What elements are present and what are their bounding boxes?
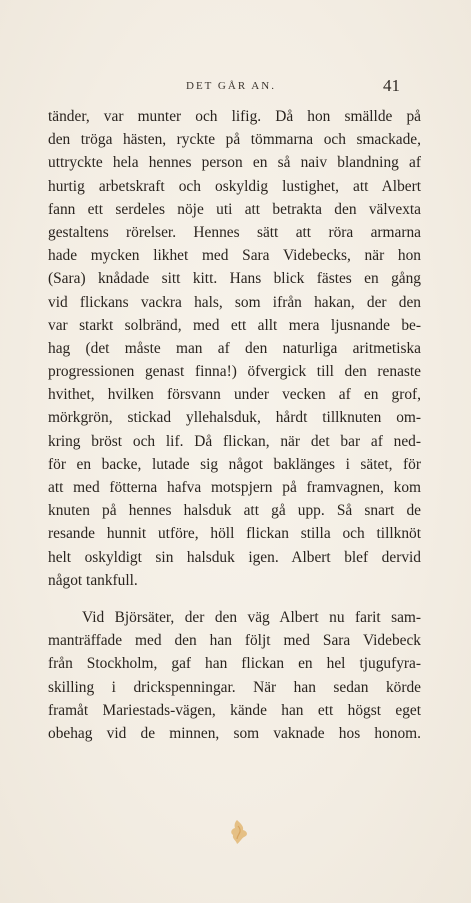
text-line: var starkt solbränd, med ett allt mera ljusnande be- <box>48 316 421 334</box>
text-line: vid flickans vackra hals, som ifrån hakan, der den <box>48 293 421 311</box>
text-line: obehag vid de minnen, som vaknade hos honom. <box>48 724 421 742</box>
text-line: den tröga hästen, ryckte på tömmarna och smackade, <box>48 131 421 149</box>
text-line: resande hunnit utföre, höll flickan stilla och tillknöt <box>48 525 421 543</box>
text-line: skilling i drickspenningar. När han sedan körde <box>48 678 421 696</box>
text-line: kring bröst och lif. Då flickan, när det bar af ned- <box>48 432 421 450</box>
text-line: mörkgrön, stickad yllehalsduk, hårdt tillknuten om- <box>48 409 421 427</box>
text-line: gestaltens rörelser. Hennes sätt att röra armarna <box>48 223 421 241</box>
text-line: knuten på hennes halsduk att gå upp. Så snart de <box>48 502 421 520</box>
text-line: helt oskyldigt sin halsduk igen. Albert blef dervid <box>48 548 421 566</box>
page-header <box>0 76 471 100</box>
text-line: något tankfull. <box>48 571 138 589</box>
ink-stain-mark <box>228 818 250 846</box>
text-line: framåt Mariestads-vägen, kände han ett högst eget <box>48 701 421 719</box>
text-line: progressionen genast finna!) öfvergick till den renaste <box>48 363 421 381</box>
paragraph-gap <box>48 592 421 606</box>
text-line: för en backe, lutade sig något baklänges i sätet, för <box>48 455 421 473</box>
text-line: hvithet, hvilken försvann under vecken af en grof, <box>48 386 421 404</box>
text-line: hade mycken likhet med Sara Videbecks, när hon <box>48 247 421 265</box>
text-line: tänder, var munter och lifig. Då hon smällde på <box>48 108 421 125</box>
text-line: manträffade med den han följt med Sara Videbeck <box>48 632 421 650</box>
running-head: DET GÅR AN. <box>186 80 276 92</box>
text-line: från Stockholm, gaf han flickan en hel tjugufyra- <box>48 655 421 673</box>
text-line: (Sara) knådade sitt kitt. Hans blick fästes en gång <box>48 270 421 288</box>
page-number: 41 <box>383 76 400 95</box>
text-line: hag (det måste man af den naturliga aritmetiska <box>48 339 421 357</box>
text-line: hurtig arbetskraft och oskyldig lustighet, att Albert <box>48 177 421 195</box>
text-line: Vid Björsäter, der den väg Albert nu farit sam- <box>82 608 421 626</box>
text-line: uttryckte hela hennes person en så naiv blandning af <box>48 154 421 172</box>
text-line: att med fötterna hafva motspjern på framvagnen, kom <box>48 479 421 496</box>
text-line: fann ett serdeles nöje uti att betrakta den välvexta <box>48 200 421 218</box>
body-text <box>48 105 421 745</box>
